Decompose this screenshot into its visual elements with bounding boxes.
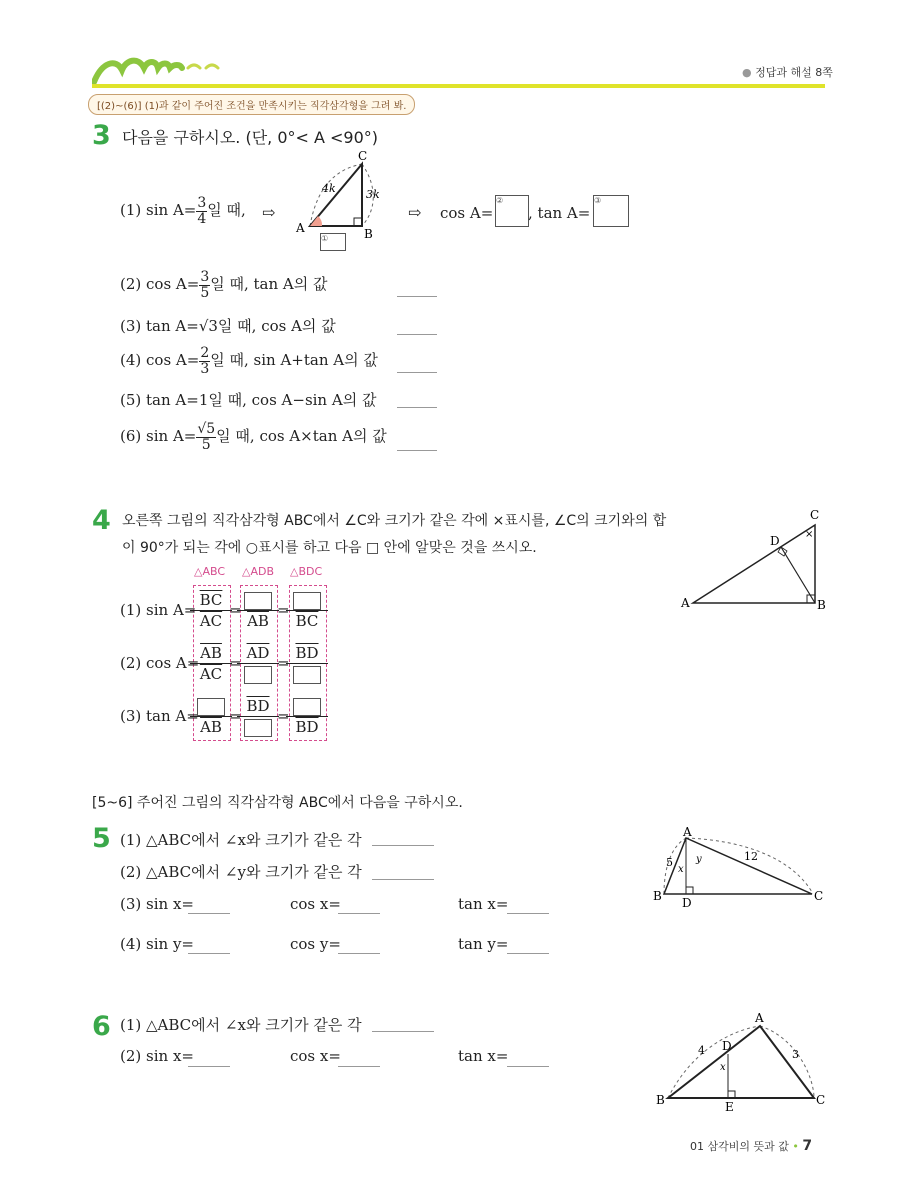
problem-4-line-2: 이 90°가 되는 각에 ○표시를 하고 다음 □ 안에 알맞은 것을 쓰시오. — [122, 540, 537, 556]
frac-r1-c1: $\overline{BC}$ $\overline{AC}$ — [190, 590, 232, 632]
vertex-c: C — [810, 508, 820, 522]
frac-r2-c1: $\overline{AB}$ $\overline{AC}$ — [190, 643, 232, 685]
bullet-icon: • — [792, 1140, 799, 1153]
p3-cos-label: cos A= — [440, 204, 494, 222]
answer-line[interactable] — [397, 296, 437, 297]
equals: = — [277, 601, 290, 619]
vertex-a: A — [681, 596, 690, 610]
answer-line[interactable] — [372, 1031, 434, 1032]
p6-sin-x: (2) sin x= — [120, 1047, 194, 1065]
angle-x: x — [720, 1062, 726, 1073]
answer-ref: ● 정답과 해설 8쪽 — [742, 66, 833, 79]
side-3k: 3k — [366, 188, 380, 201]
problem-4-line-1: 오른쪽 그림의 직각삼각형 ABC에서 ∠C와 크기가 같은 각에 ×표시를, ∠C의 크기와의 합 — [122, 513, 667, 529]
arrow-icon: ⇨ — [262, 203, 276, 222]
vertex-a: A — [296, 221, 305, 235]
frac-r3-c2: $\overline{BD}$ — [237, 696, 279, 738]
header-rule — [92, 84, 825, 88]
answer-line[interactable] — [397, 407, 437, 408]
label-adb: △ADB — [242, 565, 275, 578]
equals: = — [277, 654, 290, 672]
side-12: 12 — [744, 850, 758, 863]
answer-line[interactable] — [397, 372, 437, 373]
p3-item-5: (5) tan A=1일 때, cos A−sin A의 값 — [120, 391, 377, 409]
answer-line[interactable] — [338, 913, 380, 914]
problem-number-6: 6 — [92, 1011, 111, 1042]
vertex-c: C — [358, 150, 368, 163]
blank-box[interactable] — [293, 698, 321, 716]
answer-box-3[interactable]: ③ — [593, 195, 629, 227]
bullet-icon: ● — [742, 66, 752, 79]
frac-r2-c3: $\overline{BD}$ — [286, 643, 328, 685]
angle-x: x — [678, 864, 684, 875]
blank-box[interactable] — [197, 698, 225, 716]
blank-box[interactable] — [244, 592, 272, 610]
hint-banner: [(2)~(6)] (1)과 같이 주어진 조건을 만족시키는 직각삼각형을 그려 봐. — [88, 94, 415, 115]
p5-cos-x: cos x= — [290, 895, 341, 913]
blank-box[interactable] — [244, 666, 272, 684]
blank-box[interactable] — [244, 719, 272, 737]
equals: = — [277, 707, 290, 725]
vertex-d: D — [722, 1039, 732, 1053]
side-4k: 4k — [322, 182, 336, 195]
page-number: 7 — [802, 1138, 813, 1154]
equals: = — [229, 707, 242, 725]
blank-box[interactable] — [293, 592, 321, 610]
answer-line[interactable] — [397, 334, 437, 335]
frac-r1-c3: $\overline{BC}$ — [286, 590, 328, 632]
vertex-b: B — [364, 227, 373, 241]
answer-line[interactable] — [338, 953, 380, 954]
p3-item-1: (1) sin A= $\frac{3}{4}$ 일 때, — [120, 195, 246, 227]
problem-3-title: 다음을 구하시오. (단, 0°< A <90°) — [122, 128, 379, 147]
vertex-e: E — [725, 1100, 734, 1114]
p4-row-3-label: (3) tan A= — [120, 707, 199, 725]
answer-line[interactable] — [397, 450, 437, 451]
frac-r3-c1: $\overline{AB}$ — [190, 696, 232, 738]
vertex-d: D — [770, 534, 780, 548]
p3-tan-label: , tan A= — [528, 204, 591, 222]
vertex-c: C — [814, 889, 824, 903]
answer-box-1[interactable]: ① — [320, 233, 346, 251]
p6-triangle-diagram — [652, 1010, 832, 1114]
p5-tan-x: tan x= — [458, 895, 509, 913]
arrow-icon-2: ⇨ — [408, 203, 422, 222]
answer-box-2[interactable]: ② — [495, 195, 529, 227]
blank-box[interactable] — [293, 666, 321, 684]
p3-item-3: (3) tan A=√3일 때, cos A의 값 — [120, 317, 336, 335]
side-3: 3 — [792, 1048, 799, 1061]
answer-line[interactable] — [372, 879, 434, 880]
p6-tan-x: tan x= — [458, 1047, 509, 1065]
p6-cos-x: cos x= — [290, 1047, 341, 1065]
answer-line[interactable] — [507, 913, 549, 914]
answer-line[interactable] — [507, 1066, 549, 1067]
angle-y: y — [696, 854, 702, 865]
label-bdc: △BDC — [290, 565, 323, 578]
answer-line[interactable] — [188, 953, 230, 954]
p5-triangle-diagram — [650, 826, 830, 910]
frac-r1-c2: $\overline{AB}$ — [237, 590, 279, 632]
x-mark: × — [805, 529, 814, 540]
vertex-c: C — [816, 1093, 826, 1107]
answer-line[interactable] — [372, 845, 434, 846]
problem-number-5: 5 — [92, 823, 111, 854]
chapter-title: 01 삼각비의 뜻과 값 — [690, 1140, 789, 1153]
p6-item-1: (1) △ABC에서 ∠x와 크기가 같은 각 — [120, 1016, 362, 1034]
answer-line[interactable] — [507, 953, 549, 954]
wave-logo — [92, 52, 242, 86]
answer-line[interactable] — [338, 1066, 380, 1067]
vertex-b: B — [653, 889, 662, 903]
frac-r3-c3: $\overline{BD}$ — [286, 696, 328, 738]
p5-tan-y: tan y= — [458, 935, 509, 953]
p5-cos-y: cos y= — [290, 935, 341, 953]
p5-sin-y: (4) sin y= — [120, 935, 194, 953]
vertex-a: A — [683, 826, 692, 839]
vertex-a: A — [755, 1011, 764, 1025]
p3-item-4: (4) cos A= $\frac{2}{3}$ 일 때, sin A+tan A의 값 — [120, 345, 378, 377]
vertex-b: B — [656, 1093, 665, 1107]
equals: = — [229, 654, 242, 672]
p4-row-2-label: (2) cos A= — [120, 654, 200, 672]
vertex-d: D — [682, 896, 692, 910]
frac-r2-c2: $\overline{AD}$ — [237, 643, 279, 685]
section-5-6-heading: [5~6] 주어진 그림의 직각삼각형 ABC에서 다음을 구하시오. — [92, 795, 463, 811]
answer-line[interactable] — [188, 1066, 230, 1067]
problem-number-4: 4 — [92, 505, 111, 536]
p3-item-2: (2) cos A= $\frac{3}{5}$ 일 때, tan A의 값 — [120, 269, 328, 301]
problem-number-3: 3 — [92, 120, 111, 151]
p4-triangle-diagram — [675, 505, 835, 615]
p5-item-1: (1) △ABC에서 ∠x와 크기가 같은 각 — [120, 831, 362, 849]
footer — [690, 1138, 812, 1154]
side-5: 5 — [666, 856, 673, 869]
side-4: 4 — [698, 1044, 705, 1057]
p5-sin-x: (3) sin x= — [120, 895, 194, 913]
p4-row-1-label: (1) sin A= — [120, 601, 197, 619]
answer-line[interactable] — [188, 913, 230, 914]
label-abc: △ABC — [194, 565, 226, 578]
equals: = — [229, 601, 242, 619]
p5-item-2: (2) △ABC에서 ∠y와 크기가 같은 각 — [120, 863, 362, 881]
p3-item-6: (6) sin A= $\frac{√5}{5}$ 일 때, cos A×tan A의 값 — [120, 421, 387, 453]
vertex-b: B — [817, 598, 826, 612]
